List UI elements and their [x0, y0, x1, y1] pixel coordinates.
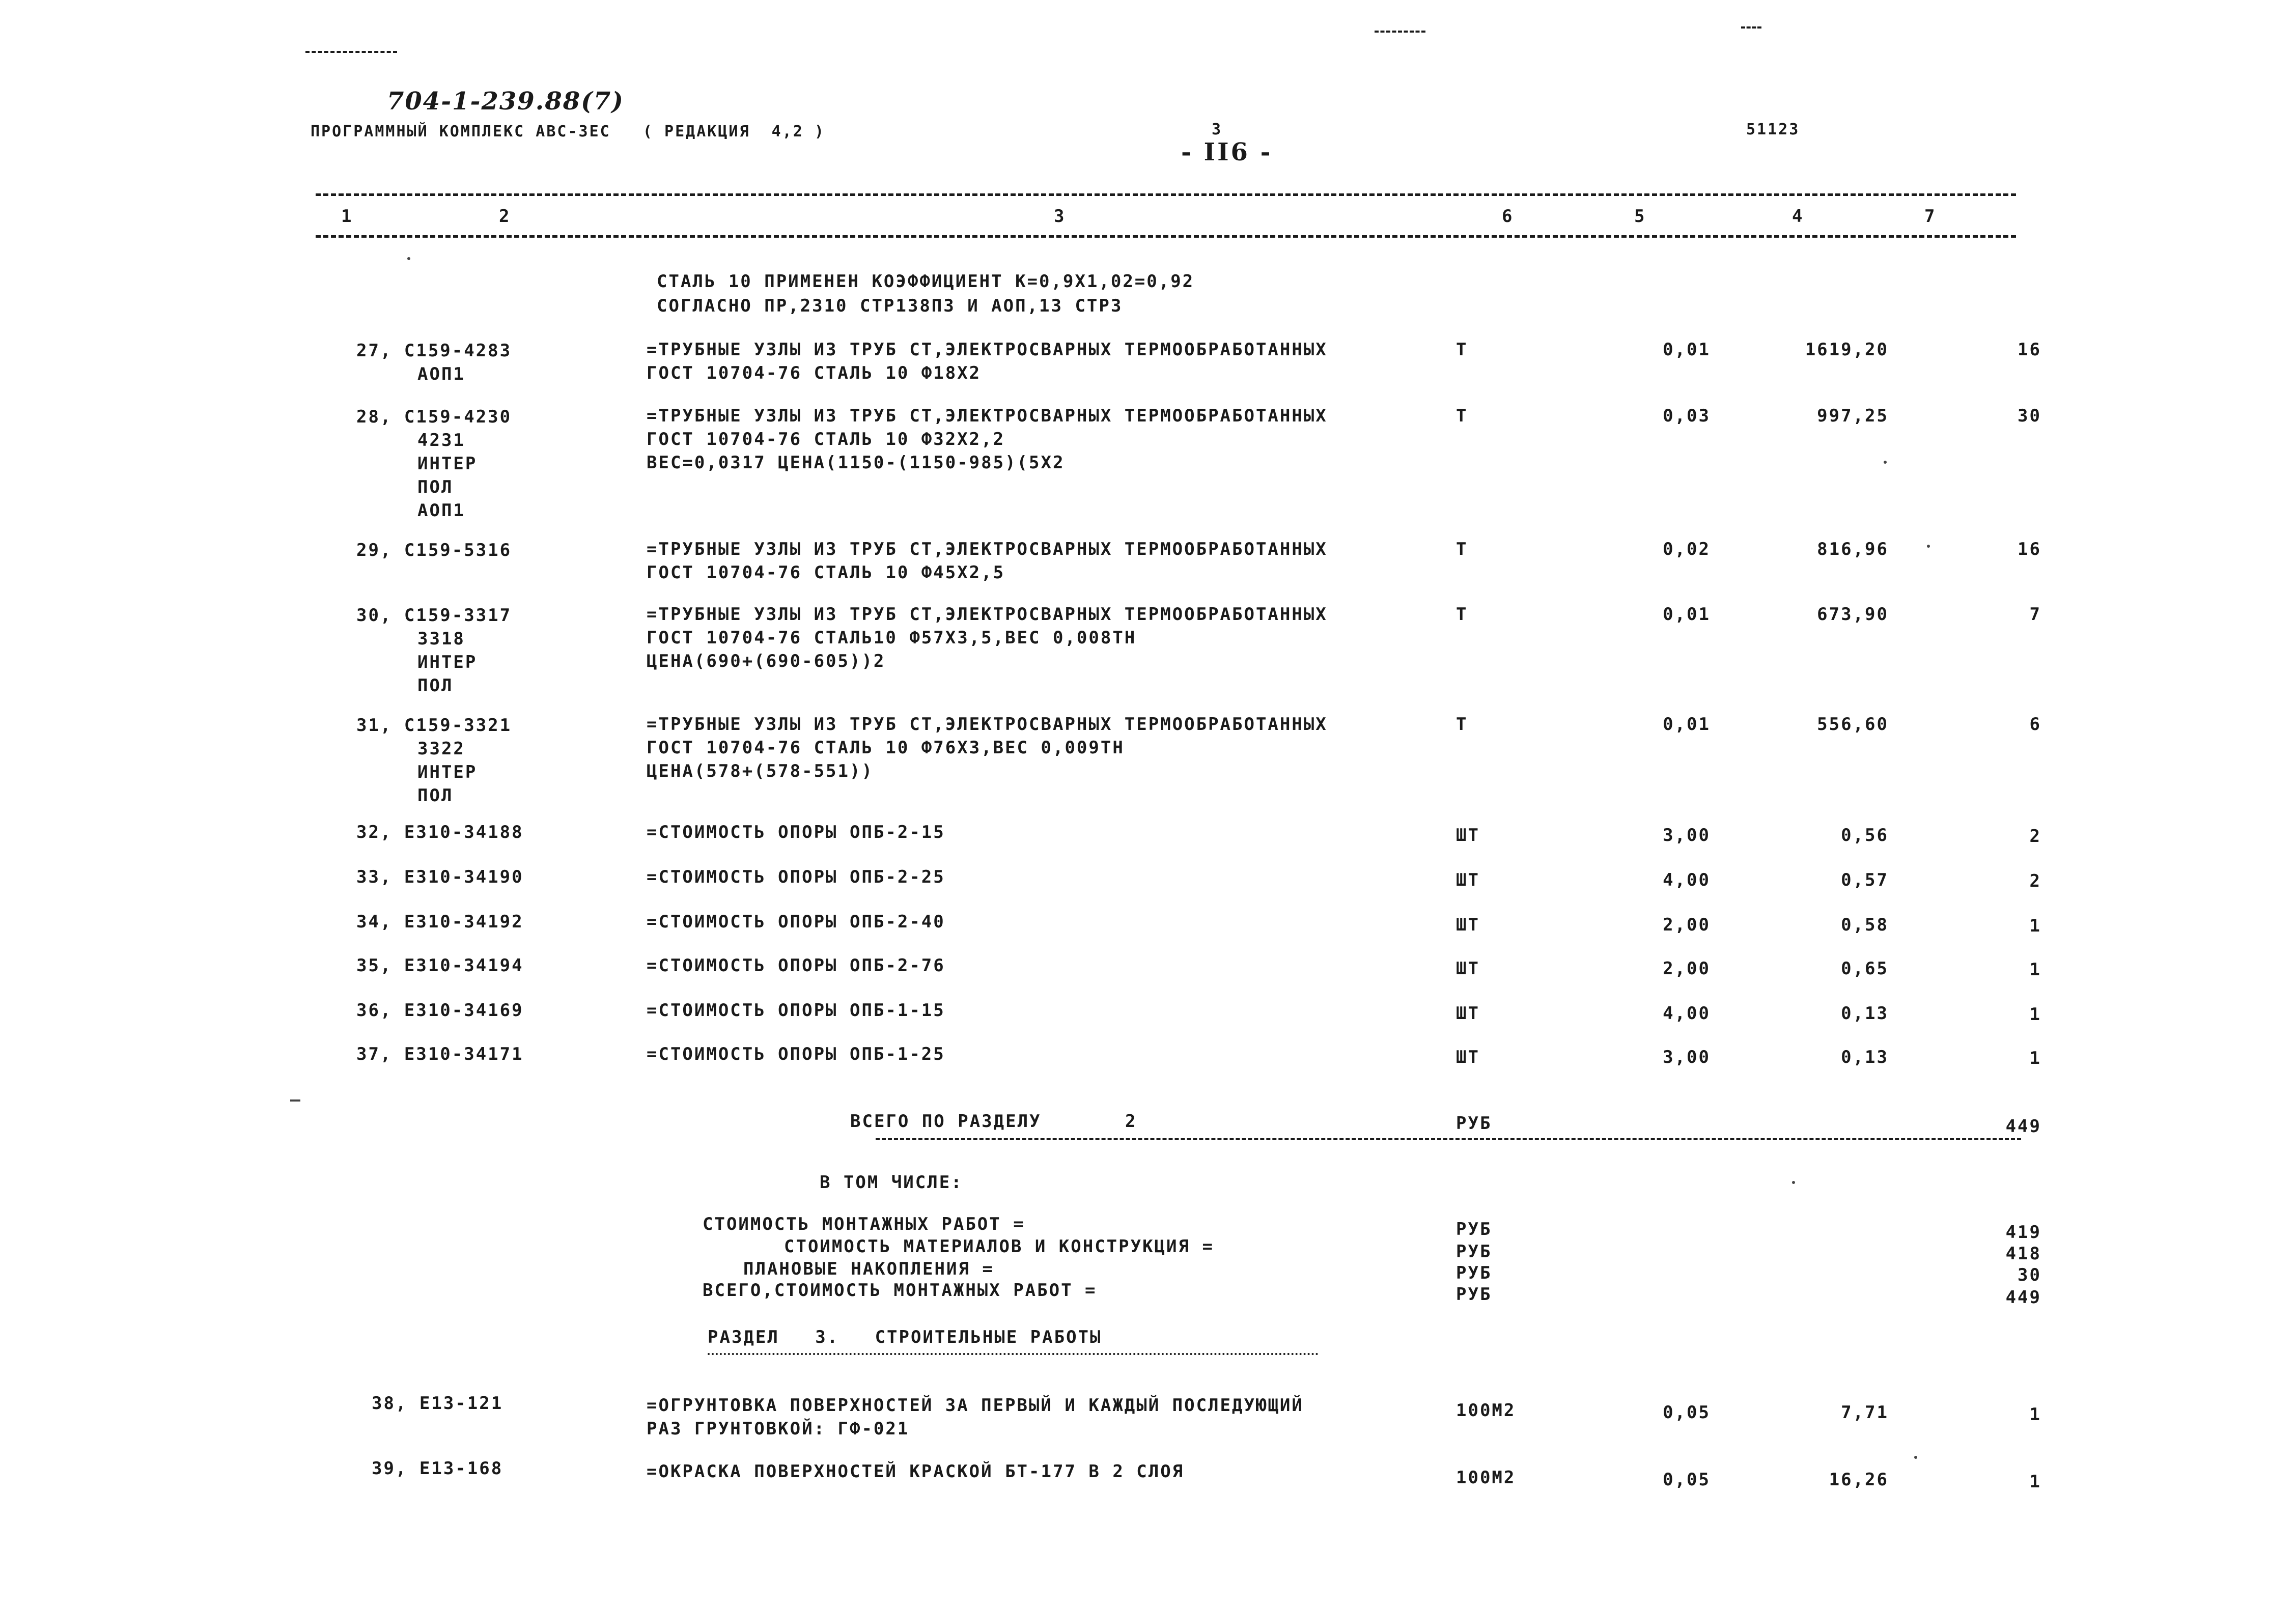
- row-unit: ШТ: [1456, 1047, 1480, 1067]
- row-code: ПОЛ: [417, 785, 454, 806]
- including-value: 419: [2005, 1222, 2041, 1243]
- including-value: 30: [2018, 1265, 2041, 1285]
- row-name: ВЕС=0,0317 ЦЕНА(1150-(1150-985)(5Х2: [647, 453, 1065, 473]
- including-value: 418: [2005, 1244, 2041, 1264]
- row-name: =СТОИМОСТЬ ОПОРЫ ОПБ-2-15: [647, 822, 945, 842]
- row-price: 556,60: [1817, 714, 1889, 735]
- row-total: 1: [2029, 1404, 2041, 1425]
- row-price: 0,57: [1841, 870, 1889, 890]
- row-price: 0,65: [1841, 958, 1889, 979]
- row-unit: ШТ: [1456, 870, 1480, 890]
- row-code: 3322: [417, 739, 465, 759]
- including-unit: РУБ: [1456, 1263, 1492, 1283]
- stray-mark: [305, 51, 397, 53]
- section-total-rule: [876, 1138, 2021, 1140]
- row-price: 0,58: [1841, 915, 1889, 935]
- row-code: ИНТЕР: [417, 454, 478, 474]
- row-unit: ШТ: [1456, 1003, 1480, 1024]
- stray-mark: [1375, 31, 1425, 33]
- row-qty: 0,01: [1663, 604, 1711, 625]
- row-code: 34, Е310-34192: [356, 912, 524, 932]
- row-name: =ТРУБНЫЕ УЗЛЫ ИЗ ТРУБ СТ,ЭЛЕКТРОСВАРНЫХ ТЕРМООБРАБОТАННЫХ: [647, 604, 1328, 625]
- row-total: 1: [2029, 916, 2041, 936]
- including-text: СТОИМОСТЬ МАТЕРИАЛОВ И КОНСТРУКЦИЯ =: [784, 1236, 1214, 1257]
- row-total: 1: [2029, 960, 2041, 980]
- row-price: 997,25: [1817, 406, 1889, 426]
- row-unit: ШТ: [1456, 825, 1480, 845]
- section-total-label: ВСЕГО ПО РАЗДЕЛУ: [850, 1111, 1042, 1132]
- row-total: 7: [2029, 604, 2041, 625]
- row-qty: 0,03: [1663, 406, 1711, 426]
- including-text: СТОИМОСТЬ МОНТАЖНЫХ РАБОТ =: [703, 1214, 1025, 1234]
- row-name: ГОСТ 10704-76 СТАЛЬ 10 Ф76Х3,ВЕС 0,009ТН: [647, 738, 1125, 758]
- row-code: ПОЛ: [417, 675, 454, 696]
- row-name: =ОКРАСКА ПОВЕРХНОСТЕЙ КРАСКОЙ БТ-177 В 2 СЛОЯ: [647, 1461, 1185, 1482]
- section-heading: РАЗДЕЛ 3. СТРОИТЕЛЬНЫЕ РАБОТЫ: [708, 1327, 1102, 1347]
- row-code: 39, Е13-168: [372, 1458, 503, 1479]
- row-unit: Т: [1456, 406, 1468, 426]
- row-code: ИНТЕР: [417, 762, 478, 782]
- row-total: 2: [2029, 871, 2041, 891]
- row-name: =ТРУБНЫЕ УЗЛЫ ИЗ ТРУБ СТ,ЭЛЕКТРОСВАРНЫХ ТЕРМООБРАБОТАННЫХ: [647, 406, 1328, 426]
- including-text: ПЛАНОВЫЕ НАКОПЛЕНИЯ =: [743, 1259, 994, 1279]
- column-number: 4: [1792, 206, 1804, 227]
- row-name: =ТРУБНЫЕ УЗЛЫ ИЗ ТРУБ СТ,ЭЛЕКТРОСВАРНЫХ ТЕРМООБРАБОТАННЫХ: [647, 539, 1328, 559]
- row-qty: 0,01: [1663, 340, 1711, 360]
- row-code: 31, С159-3321: [356, 715, 512, 736]
- handwritten-code: 704-1-239.88(7): [387, 87, 624, 116]
- row-name: ГОСТ 10704-76 СТАЛЬ10 Ф57Х3,5,ВЕС 0,008ТН: [647, 628, 1137, 648]
- section-total-unit: РУБ: [1456, 1113, 1492, 1134]
- row-total: 2: [2029, 826, 2041, 847]
- page-number: - II6 -: [1181, 138, 1273, 166]
- including-value: 449: [2005, 1287, 2041, 1308]
- row-total: 1: [2029, 1048, 2041, 1068]
- row-name: =СТОИМОСТЬ ОПОРЫ ОПБ-2-40: [647, 912, 945, 932]
- row-name: =СТОИМОСТЬ ОПОРЫ ОПБ-2-76: [647, 955, 945, 976]
- scan-speck: [407, 257, 410, 260]
- row-qty: 2,00: [1663, 958, 1711, 979]
- scan-speck: [1914, 1456, 1917, 1459]
- column-number: 7: [1924, 206, 1937, 227]
- row-code: 35, Е310-34194: [356, 955, 524, 976]
- document-code: 51123: [1746, 121, 1800, 138]
- row-name: ГОСТ 10704-76 СТАЛЬ 10 Ф45Х2,5: [647, 562, 1005, 583]
- row-price: 1619,20: [1805, 340, 1889, 360]
- section-heading-rule: [708, 1353, 1319, 1355]
- row-code: 30, С159-3317: [356, 605, 512, 626]
- row-total: 1: [2029, 1004, 2041, 1025]
- note-line: СОГЛАСНО ПР,2310 СТР138П3 И АОП,13 СТР3: [657, 296, 1123, 316]
- row-unit: 100М2: [1456, 1400, 1516, 1421]
- including-unit: РУБ: [1456, 1284, 1492, 1305]
- row-unit: Т: [1456, 539, 1468, 559]
- row-qty: 0,02: [1663, 539, 1711, 559]
- including-unit: РУБ: [1456, 1219, 1492, 1239]
- row-name: РАЗ ГРУНТОВКОЙ: ГФ-021: [647, 1419, 910, 1439]
- row-code: 37, Е310-34171: [356, 1044, 524, 1064]
- row-price: 16,26: [1829, 1470, 1889, 1490]
- row-price: 816,96: [1817, 539, 1889, 559]
- row-code: 32, Е310-34188: [356, 822, 524, 842]
- including-label: В ТОМ ЧИСЛЕ:: [820, 1172, 963, 1193]
- section-total-number: 2: [1125, 1111, 1137, 1132]
- stray-mark: [1741, 26, 1761, 29]
- row-total: 16: [2018, 539, 2041, 559]
- row-name: ГОСТ 10704-76 СТАЛЬ 10 Ф32Х2,2: [647, 429, 1005, 449]
- row-total: 1: [2029, 1472, 2041, 1492]
- row-price: 673,90: [1817, 604, 1889, 625]
- row-name: ЦЕНА(690+(690-605))2: [647, 651, 886, 671]
- row-code: 38, Е13-121: [372, 1393, 503, 1414]
- row-name: =СТОИМОСТЬ ОПОРЫ ОПБ-2-25: [647, 867, 945, 887]
- row-qty: 4,00: [1663, 870, 1711, 890]
- header-rule-top: [316, 193, 2016, 196]
- row-qty: 3,00: [1663, 825, 1711, 845]
- row-price: 0,56: [1841, 825, 1889, 845]
- row-name: ГОСТ 10704-76 СТАЛЬ 10 Ф18Х2: [647, 363, 982, 383]
- column-number: 2: [499, 206, 511, 227]
- column-number: 1: [341, 206, 353, 227]
- row-code: ИНТЕР: [417, 652, 478, 672]
- row-total: 30: [2018, 406, 2041, 426]
- row-code: АОП1: [417, 364, 465, 384]
- row-code: 36, Е310-34169: [356, 1000, 524, 1021]
- header-rule-bottom: [316, 235, 2016, 238]
- row-qty: 0,01: [1663, 714, 1711, 735]
- row-name: =ТРУБНЫЕ УЗЛЫ ИЗ ТРУБ СТ,ЭЛЕКТРОСВАРНЫХ ТЕРМООБРАБОТАННЫХ: [647, 340, 1328, 360]
- row-code: АОП1: [417, 500, 465, 521]
- row-code: 29, С159-5316: [356, 540, 512, 560]
- column-number: 5: [1634, 206, 1646, 227]
- scan-speck: [1792, 1181, 1795, 1184]
- row-qty: 0,05: [1663, 1402, 1711, 1423]
- row-unit: ШТ: [1456, 915, 1480, 935]
- row-name: =ОГРУНТОВКА ПОВЕРХНОСТЕЙ ЗА ПЕРВЫЙ И КАЖДЫЙ ПОСЛЕДУЮЩИЙ: [647, 1395, 1304, 1416]
- sheet-number: 3: [1212, 121, 1223, 138]
- including-unit: РУБ: [1456, 1242, 1492, 1262]
- program-line: ПРОГРАММНЫЙ КОМПЛЕКС АВС-3ЕС ( РЕДАКЦИЯ 4,2 ): [311, 123, 825, 140]
- row-qty: 0,05: [1663, 1470, 1711, 1490]
- row-total: 6: [2029, 714, 2041, 735]
- row-price: 0,13: [1841, 1003, 1889, 1024]
- column-number: 3: [1054, 206, 1066, 227]
- note-line: СТАЛЬ 10 ПРИМЕНЕН КОЭФФИЦИЕНТ К=0,9Х1,02=0,92: [657, 271, 1195, 292]
- row-code: ПОЛ: [417, 477, 454, 497]
- row-name: ЦЕНА(578+(578-551)): [647, 761, 874, 781]
- row-code: 28, С159-4230: [356, 407, 512, 427]
- row-name: =СТОИМОСТЬ ОПОРЫ ОПБ-1-25: [647, 1044, 945, 1064]
- row-qty: 3,00: [1663, 1047, 1711, 1067]
- row-unit: Т: [1456, 604, 1468, 625]
- row-name: =СТОИМОСТЬ ОПОРЫ ОПБ-1-15: [647, 1000, 945, 1021]
- scan-speck: [290, 1099, 300, 1102]
- row-price: 7,71: [1841, 1402, 1889, 1423]
- row-unit: ШТ: [1456, 958, 1480, 979]
- scan-speck: [1927, 545, 1930, 548]
- row-qty: 4,00: [1663, 1003, 1711, 1024]
- row-code: 4231: [417, 430, 465, 450]
- row-total: 16: [2018, 340, 2041, 360]
- row-qty: 2,00: [1663, 915, 1711, 935]
- row-unit: 100М2: [1456, 1468, 1516, 1488]
- row-name: =ТРУБНЫЕ УЗЛЫ ИЗ ТРУБ СТ,ЭЛЕКТРОСВАРНЫХ ТЕРМООБРАБОТАННЫХ: [647, 714, 1328, 735]
- row-unit: Т: [1456, 340, 1468, 360]
- row-price: 0,13: [1841, 1047, 1889, 1067]
- including-text: ВСЕГО,СТОИМОСТЬ МОНТАЖНЫХ РАБОТ =: [703, 1280, 1097, 1301]
- scan-speck: [1884, 461, 1887, 464]
- row-code: 3318: [417, 629, 465, 649]
- column-number: 6: [1502, 206, 1514, 227]
- section-total-value: 449: [2005, 1116, 2041, 1137]
- row-unit: Т: [1456, 714, 1468, 735]
- row-code: 27, С159-4283: [356, 341, 512, 361]
- row-code: 33, Е310-34190: [356, 867, 524, 887]
